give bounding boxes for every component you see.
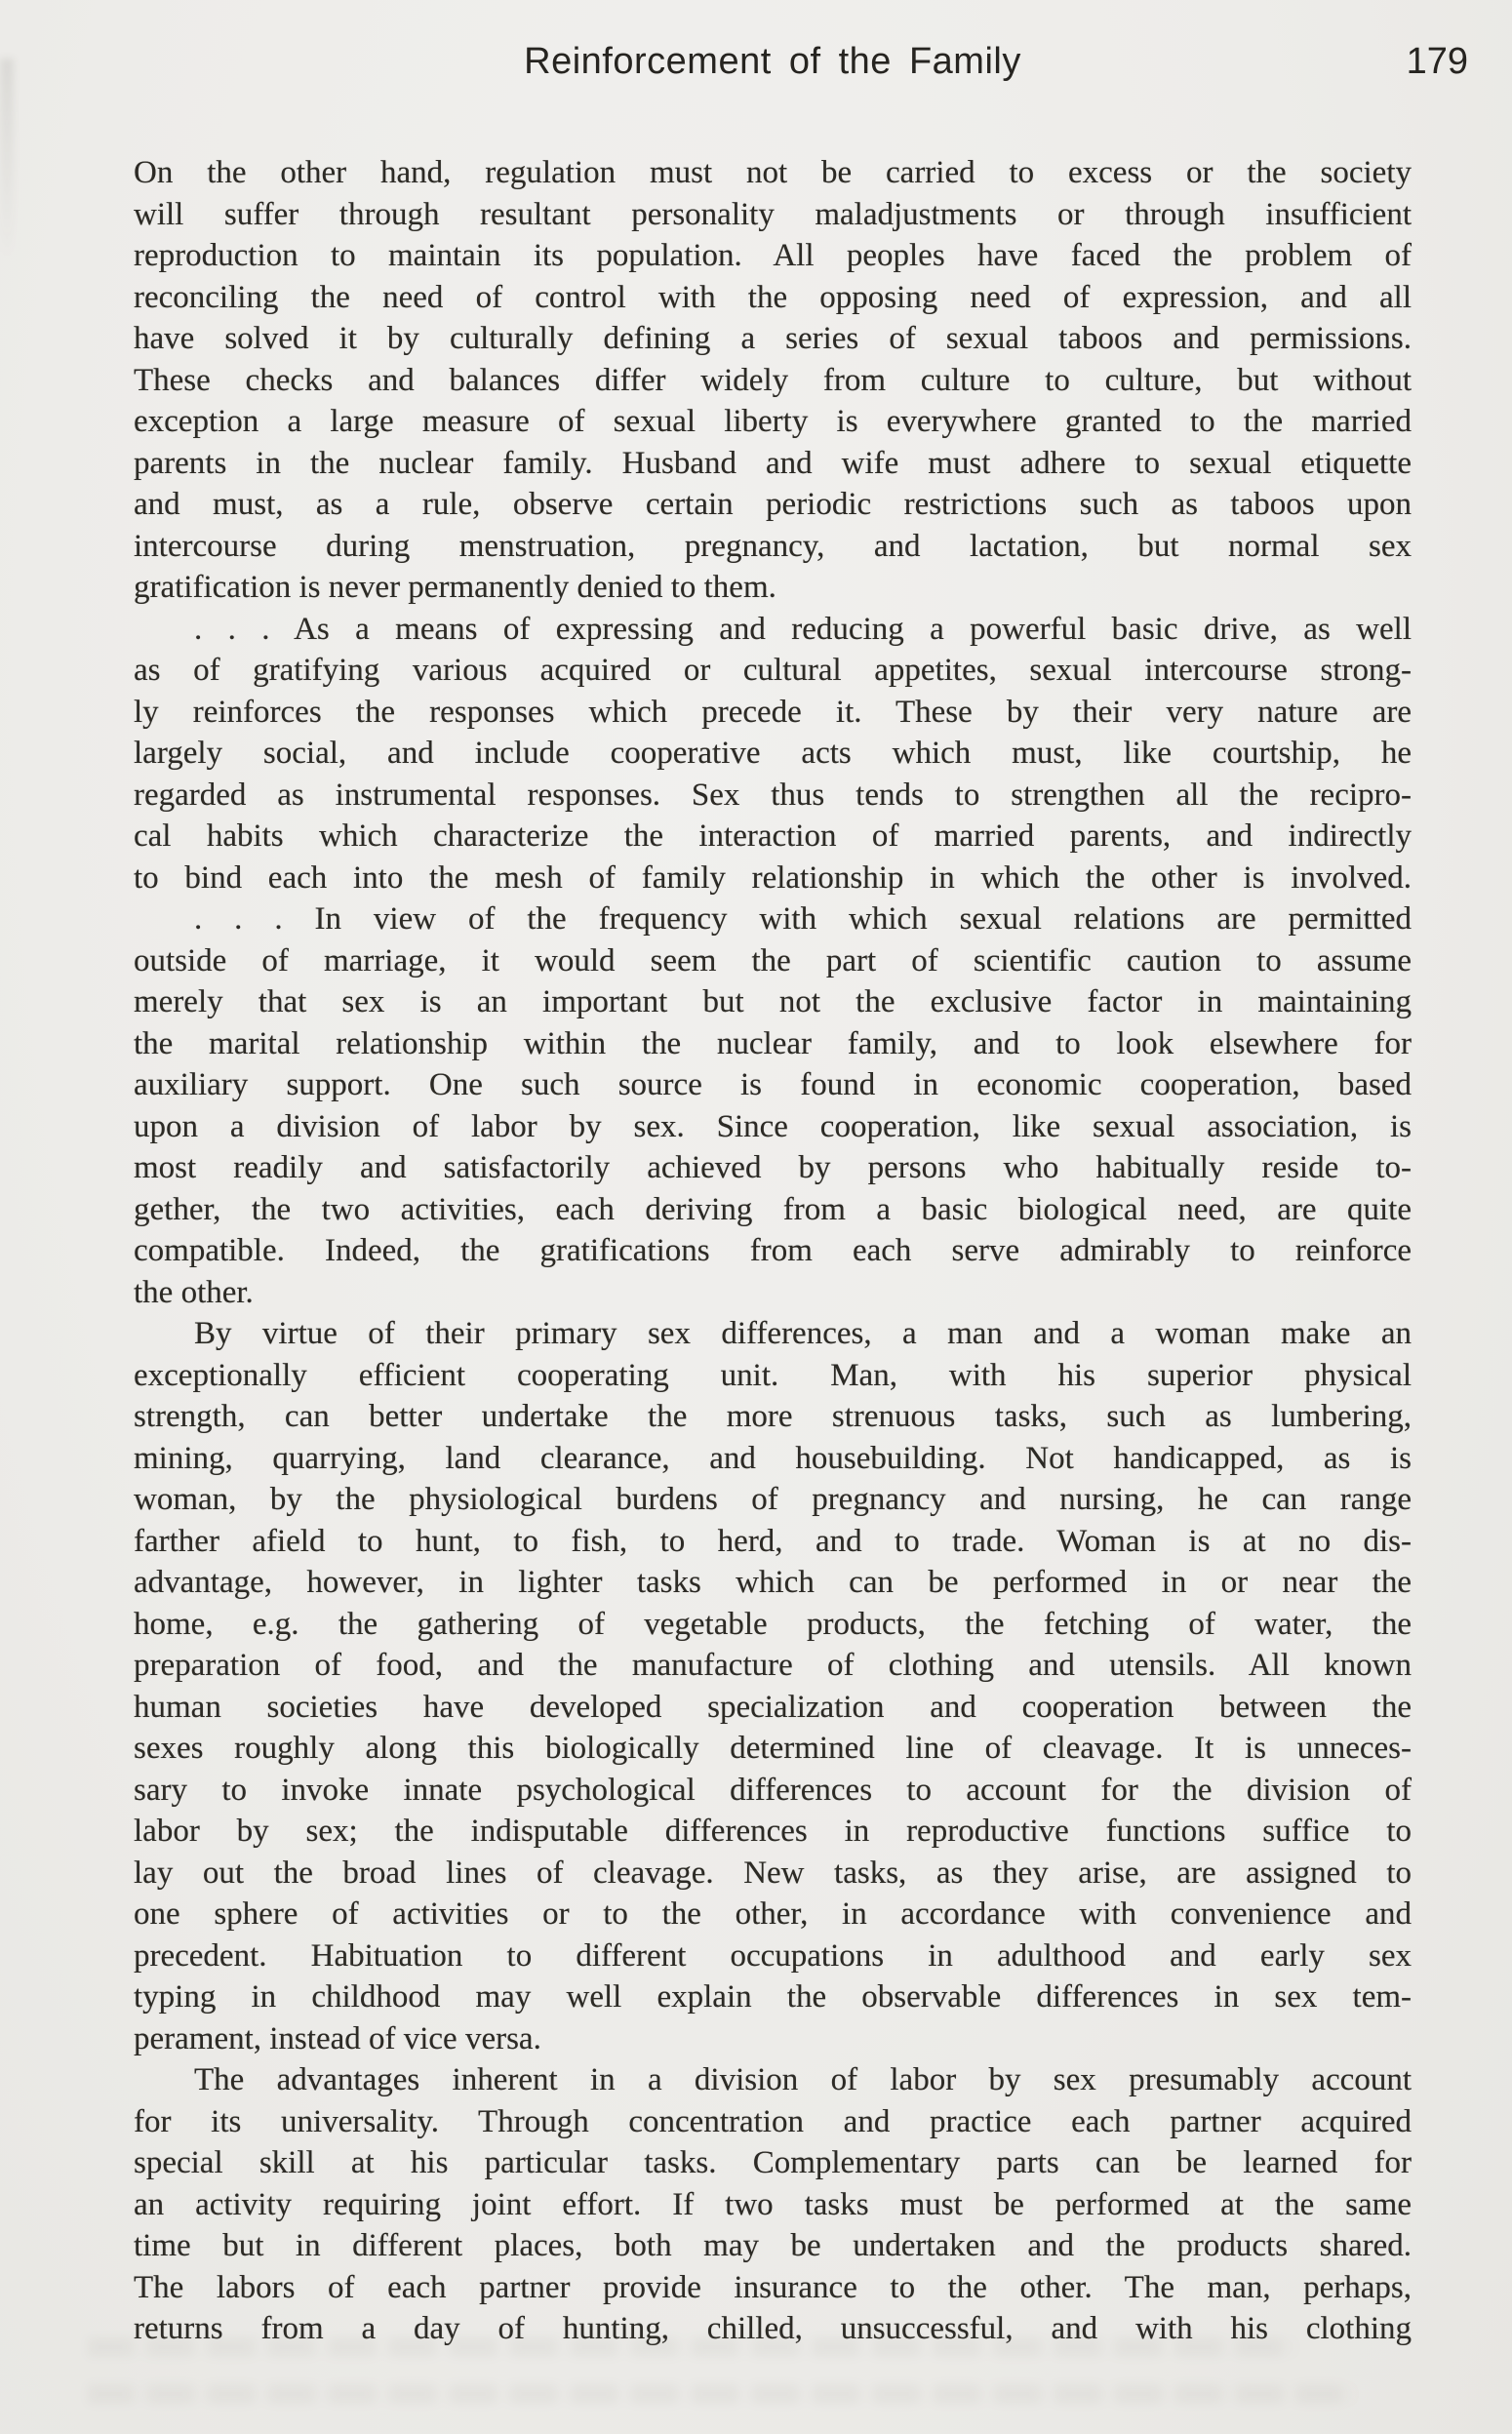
text-line: The advantages inherent in a division of labor by sex presumably account bbox=[194, 2062, 1412, 2097]
text-line: gratification is never permanently denied to them. bbox=[134, 570, 776, 605]
text-line: upon a division of labor by sex. Since cooperation, like sexual association, is bbox=[134, 1108, 1412, 1144]
reverse-page-show-through bbox=[88, 2384, 1356, 2404]
body-text bbox=[134, 152, 1412, 2350]
text-line: for its universality. Through concentration and practice each partner acquired bbox=[134, 2103, 1412, 2139]
text-line: farther afield to hunt, to fish, to herd, and to trade. Woman is at no dis- bbox=[134, 1523, 1412, 1559]
text-line: preparation of food, and the manufacture of clothing and utensils. All known bbox=[134, 1648, 1412, 1683]
text-line: an activity requiring joint effort. If two tasks must be performed at the same bbox=[134, 2186, 1412, 2222]
text-line: the other. bbox=[134, 1274, 254, 1310]
text-line: largely social, and include cooperative acts which must, like courtship, he bbox=[134, 736, 1412, 771]
text-line: sary to invoke innate psychological differences to account for the division of bbox=[134, 1772, 1412, 1808]
text-line: gether, the two activities, each deriving from a basic biological need, are quite bbox=[134, 1191, 1412, 1227]
text-line: labor by sex; the indisputable differences in reproductive functions suffice to bbox=[134, 1814, 1412, 1849]
text-line: will suffer through resultant personality maladjustments or through insufficient bbox=[134, 196, 1412, 232]
paragraph bbox=[134, 152, 1412, 609]
text-line: parents in the nuclear family. Husband and wife must adhere to sexual etiquette bbox=[134, 445, 1412, 481]
text-line: special skill at his particular tasks. Complementary parts can be learned for bbox=[134, 2145, 1412, 2180]
text-line: exception a large measure of sexual liberty is everywhere granted to the married bbox=[134, 404, 1412, 439]
text-line: advantage, however, in lighter tasks which can be performed in or near the bbox=[134, 1565, 1412, 1600]
text-line: . . . In view of the frequency with which sexual relations are permitted bbox=[194, 901, 1412, 937]
text-line: as of gratifying various acquired or cultural appetites, sexual intercourse strong- bbox=[134, 653, 1412, 688]
text-line: perament, instead of vice versa. bbox=[134, 2020, 541, 2056]
text-line: one sphere of activities or to the other, in accordance with convenience and bbox=[134, 1896, 1412, 1932]
reverse-page-show-through bbox=[88, 2337, 1297, 2357]
text-line: exceptionally efficient cooperating unit. Man, with his superior physical bbox=[134, 1357, 1412, 1393]
text-line: to bind each into the mesh of family relationship in which the other is involved. bbox=[134, 859, 1412, 896]
paragraph bbox=[134, 1313, 1412, 2059]
text-line: regarded as instrumental responses. Sex thus tends to strengthen all the recipro- bbox=[134, 777, 1412, 813]
text-line: most readily and satisfactorily achieved by persons who habitually reside to- bbox=[134, 1150, 1412, 1185]
text-line: strength, can better undertake the more strenuous tasks, such as lumbering, bbox=[134, 1399, 1412, 1434]
text-line: precedent. Habituation to different occupations in adulthood and early sex bbox=[134, 1937, 1412, 1974]
text-line: On the other hand, regulation must not be carried to excess or the society bbox=[134, 155, 1412, 190]
text-line: reproduction to maintain its population. All peoples have faced the problem of bbox=[134, 238, 1412, 273]
text-line: time but in different places, both may be undertaken and the products shared. bbox=[134, 2228, 1412, 2263]
text-line: auxiliary support. One such source is found in economic cooperation, based bbox=[134, 1067, 1412, 1102]
text-line: ly reinforces the responses which precede it. These by their very nature are bbox=[134, 694, 1412, 730]
paragraph bbox=[134, 898, 1412, 1313]
text-line: merely that sex is an important but not the exclusive factor in maintaining bbox=[134, 984, 1412, 1019]
text-line: woman, by the physiological burdens of pregnancy and nursing, he can range bbox=[134, 1482, 1412, 1517]
text-line: outside of marriage, it would seem the part of scientific caution to assume bbox=[134, 942, 1412, 978]
text-line: the marital relationship within the nuclear family, and to look elsewhere for bbox=[134, 1025, 1412, 1061]
text-line: These checks and balances differ widely from culture to culture, but without bbox=[134, 362, 1412, 398]
paragraph bbox=[134, 609, 1412, 899]
text-line: intercourse during menstruation, pregnancy, and lactation, but normal sex bbox=[134, 528, 1412, 564]
text-line: compatible. Indeed, the gratifications from each serve admirably to reinforce bbox=[134, 1233, 1412, 1268]
text-line: have solved it by culturally defining a series of sexual taboos and permissions. bbox=[134, 321, 1412, 356]
text-line: cal habits which characterize the interaction of married parents, and indirectly bbox=[134, 818, 1412, 854]
running-head bbox=[134, 41, 1468, 88]
text-line: human societies have developed specialization and cooperation between the bbox=[134, 1689, 1412, 1725]
text-line: reconciling the need of control with the opposing need of expression, and all bbox=[134, 279, 1412, 315]
page-number: 179 bbox=[1406, 41, 1468, 82]
scan-edge-shadow bbox=[0, 59, 14, 312]
page-title: Reinforcement of the Family bbox=[524, 41, 1021, 82]
text-line: . . . As a means of expressing and reducing a powerful basic drive, as well bbox=[194, 611, 1412, 647]
text-line: home, e.g. the gathering of vegetable products, the fetching of water, the bbox=[134, 1606, 1412, 1642]
text-line: lay out the broad lines of cleavage. New tasks, as they arise, are assigned to bbox=[134, 1855, 1412, 1891]
text-line: typing in childhood may well explain the observable differences in sex tem- bbox=[134, 1979, 1412, 2015]
text-line: returns from a day of hunting, chilled, unsuccessful, and with his clothing bbox=[134, 2311, 1412, 2346]
text-line: and must, as a rule, observe certain periodic restrictions such as taboos upon bbox=[134, 487, 1412, 522]
text-line: The labors of each partner provide insurance to the other. The man, perhaps, bbox=[134, 2269, 1412, 2305]
paragraph bbox=[134, 2059, 1412, 2350]
text-line: By virtue of their primary sex differences, a man and a woman make an bbox=[194, 1316, 1412, 1351]
text-line: mining, quarrying, land clearance, and housebuilding. Not handicapped, as is bbox=[134, 1440, 1412, 1476]
text-line: sexes roughly along this biologically determined line of cleavage. It is unneces- bbox=[134, 1731, 1412, 1766]
